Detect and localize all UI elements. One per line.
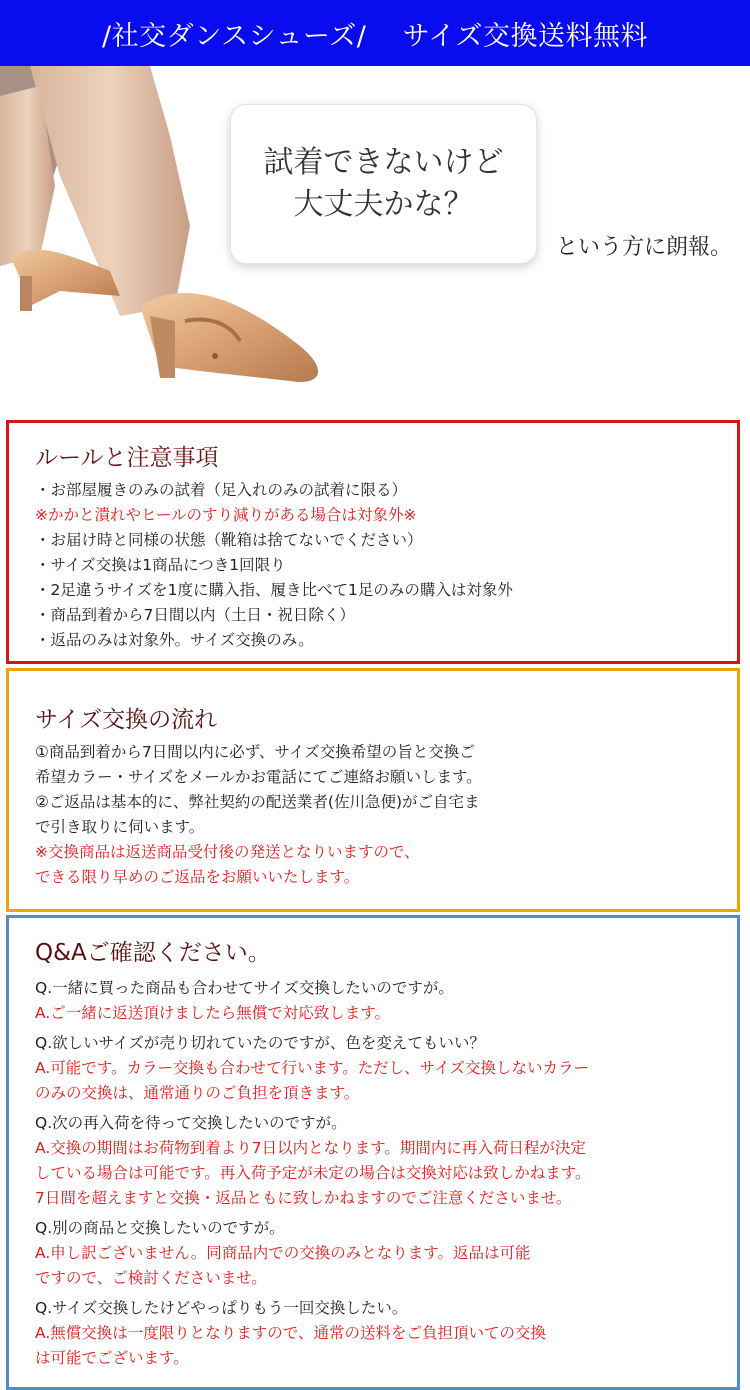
banner-title: /社交ダンスシューズ/ サイズ交換送料無料 <box>102 20 648 52</box>
answer: A.申し訳ございません。同商品内での交換のみとなります。返品は可能 <box>35 1244 531 1262</box>
qa-item <box>35 1031 737 1106</box>
rules-section <box>6 420 740 664</box>
list-item: で引き取りに伺います。 <box>35 818 205 836</box>
list-item: 希望カラー・サイズをメールかお電話にてご連絡お願いします。 <box>35 768 482 786</box>
speech-bubble <box>230 104 537 264</box>
question: Q.別の商品と交換したいのですが。 <box>35 1219 285 1237</box>
list-item: ・お届け時と同様の状態（靴箱は捨てないでください） <box>35 531 423 549</box>
answer: は可能でございます。 <box>35 1349 189 1367</box>
flow-title: サイズ交換の流れ <box>35 707 218 733</box>
answer: A.交換の期間はお荷物到着より7日以内となります。期間内に再入荷日程が決定 <box>35 1139 586 1157</box>
answer: している場合は可能です。再入荷予定が未定の場合は交換対応は致しかねます。 <box>35 1164 591 1182</box>
answer: のみの交換は、通常通りのご負担を頂きます。 <box>35 1084 360 1102</box>
exchange-flow-section <box>6 668 740 912</box>
top-banner <box>0 0 750 66</box>
list-item: ・商品到着から7日間以内（土日・祝日除く） <box>35 606 355 624</box>
answer: A.無償交換は一度限りとなりますので、通常の送料をご負担頂いての交換 <box>35 1324 546 1342</box>
question: Q.欲しいサイズが売り切れていたのですが、色を変えてもいい？ <box>35 1034 485 1052</box>
answer: 7日間を超えますと交換・返品ともに致しかねますのでご注意くださいませ。 <box>35 1189 572 1207</box>
answer: ですので、ご検討くださいませ。 <box>35 1269 267 1287</box>
list-item: できる限り早めのご返品をお願いいたします。 <box>35 868 360 886</box>
question: Q.次の再入荷を待って交換したいのですが。 <box>35 1114 347 1132</box>
list-item: ②ご返品は基本的に、弊社契約の配送業者(佐川急便)がご自宅ま <box>35 793 480 811</box>
list-item: ・お部屋履きのみの試着（足入れのみの試着に限る） <box>35 481 408 499</box>
list-item: ※かかと潰れやヒールのすり減りがある場合は対象外※ <box>35 506 417 524</box>
qa-section <box>6 915 740 1390</box>
qa-item <box>35 1216 737 1291</box>
question: Q.サイズ交換したけどやっぱりもう一回交換したい。 <box>35 1299 408 1317</box>
flow-list <box>9 733 737 890</box>
bubble-line-1: 試着できないけど <box>263 145 504 180</box>
list-item: ・返品のみは対象外。サイズ交換のみ。 <box>35 631 314 649</box>
answer: A.可能です。カラー交換も合わせて行います。ただし、サイズ交換しないカラー <box>35 1059 590 1077</box>
list-item: ・サイズ交換は1商品につき1回限り <box>35 556 286 574</box>
qa-title: Q&Aご確認ください。 <box>35 940 271 966</box>
answer: A.ご一緒に返送頂けましたら無償で対応致します。 <box>35 1004 391 1022</box>
bubble-line-2: 大丈夫かな？ <box>293 187 474 222</box>
qa-item <box>35 1296 737 1371</box>
qa-item <box>35 1111 737 1211</box>
hero-image <box>0 66 750 406</box>
qa-list <box>9 966 737 1371</box>
list-item: ※交換商品は返送商品受付後の発送となりいますので、 <box>35 843 420 861</box>
rules-list <box>9 471 737 653</box>
qa-item <box>35 976 737 1026</box>
rules-title: ルールと注意事項 <box>35 445 219 471</box>
list-item: ・2足違うサイズを1度に購入指、履き比べて1足のみの購入は対象外 <box>35 581 513 599</box>
question: Q.一緒に買った商品も合わせてサイズ交換したいのですが。 <box>35 979 454 997</box>
tagline: という方に朗報。 <box>556 235 733 260</box>
list-item: ①商品到着から7日間以内に必ず、サイズ交換希望の旨と交換ご <box>35 743 475 761</box>
